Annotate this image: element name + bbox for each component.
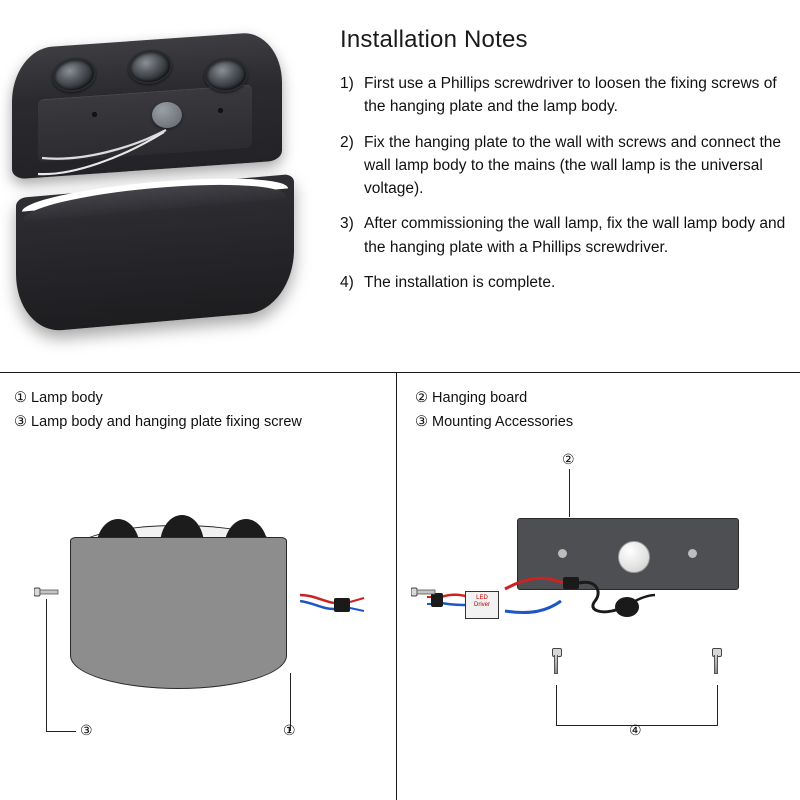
note-text: Fix the hanging plate to the wall with screws and connect the wall lamp body to the mains (the wall lamp is the universal voltage). — [364, 133, 782, 197]
note-item — [340, 212, 790, 259]
lamp-front-cover-photo — [16, 186, 294, 322]
callout-hanging-board: ② — [562, 451, 575, 467]
note-item — [340, 72, 790, 119]
leader-line-screw — [46, 599, 47, 731]
product-photo — [0, 0, 330, 372]
note-text: After commissioning the wall lamp, fix the wall lamp body and the hanging plate with a Phillips screwdriver. — [364, 215, 786, 256]
fixing-screw-icon — [34, 585, 60, 597]
note-number: 4) — [340, 273, 354, 291]
panel-hanging-board — [397, 373, 800, 800]
note-number: 2) — [340, 133, 354, 151]
note-item — [340, 131, 790, 201]
lamp-body-outline — [70, 537, 287, 689]
screw-shaft — [554, 655, 558, 674]
note-item — [340, 271, 790, 294]
driver-label-line1: LED — [476, 595, 488, 601]
mounting-screw-left — [552, 648, 560, 674]
note-number: 3) — [340, 215, 354, 233]
legend-item: ② Hanging board — [415, 390, 528, 406]
screw-hole-right — [218, 108, 223, 113]
legend-item: ③ Lamp body and hanging plate fixing screw — [14, 413, 302, 430]
leader-line-board — [569, 469, 570, 517]
note-text: First use a Phillips screwdriver to loosen the fixing screws of the hanging plate and the lamp body. — [364, 75, 777, 116]
screw-hole-left — [92, 112, 97, 117]
page-title: Installation Notes — [340, 26, 528, 53]
lamp-body-connector — [300, 585, 370, 625]
callout-accessories: ④ — [629, 722, 642, 738]
note-number: 1) — [340, 75, 354, 92]
legend-right — [415, 387, 573, 435]
legend-item: ① Lamp body — [14, 390, 103, 406]
plate-screw-hole-right — [688, 549, 697, 558]
leader-line-screw-h — [46, 731, 76, 732]
accessories-bracket — [556, 685, 718, 726]
panel-lamp-body — [0, 373, 396, 800]
callout-lamp-body: ① — [283, 722, 296, 738]
screw-shaft — [714, 655, 718, 674]
led-driver-box — [465, 591, 499, 619]
lamp-upper-housing-photo — [12, 40, 282, 170]
legend-item: ③ Mounting Accessories — [415, 413, 574, 430]
mounting-screw-right — [712, 648, 720, 674]
callout-screw: ③ — [80, 722, 93, 738]
driver-label-line2: Driver — [474, 601, 490, 608]
accessory-screw-left — [411, 585, 441, 599]
plate-center-knob — [618, 541, 650, 573]
lamp-body-diagram — [60, 513, 310, 703]
top-section — [0, 0, 800, 372]
installation-notes — [340, 26, 790, 306]
legend-left — [14, 387, 302, 435]
lamp-wires — [32, 118, 212, 188]
note-text: The installation is complete. — [364, 273, 556, 291]
plate-screw-hole-left — [558, 549, 567, 558]
